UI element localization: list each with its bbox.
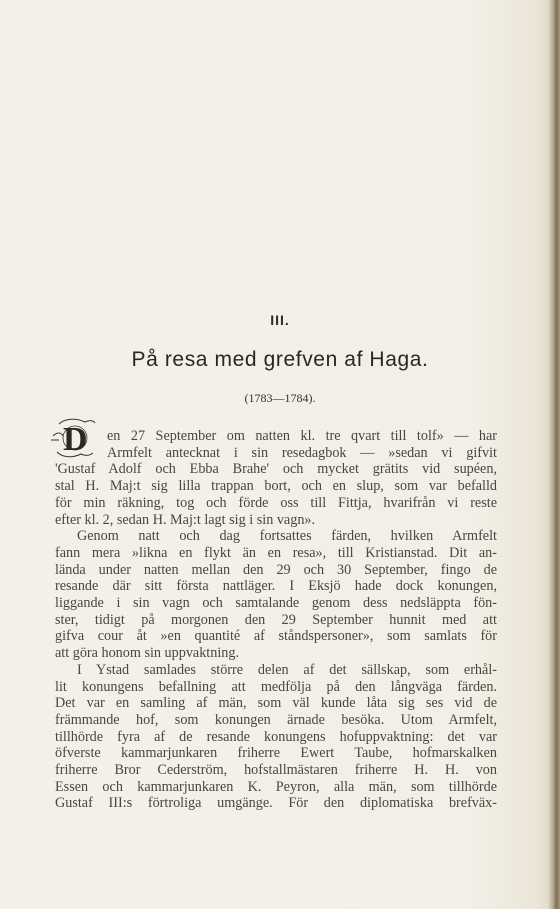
text-line: ster, tidigt på morgonen den 29 September hunnit med att [55,611,497,628]
chapter-years: (1783—1784). [244,391,316,405]
text-line: Armfelt antecknat i sin resedagbok — »sedan vi gifvit [107,444,497,461]
dropcap-letter: D [63,421,88,458]
text-line: att göra honom sin uppvaktning. [55,645,240,662]
page-edge [548,0,560,909]
text-line: gifva cour åt »en quantité af ståndspersoner», som samlats för [55,628,497,645]
text-line: resande där sitt första nattläger. I Eksjö hade dock konungen, [55,578,497,595]
opening-paragraph-start [55,421,497,461]
text-line: Det var en samling af män, som väl kunde låta sig ses vid de [55,695,497,712]
chapter-title: På resa med grefven af Haga. [131,348,429,371]
text-line: Gustaf III:s förtroliga umgänge. För den diplomatiska brefväx- [55,795,497,812]
text-line: lända under natten mellan den 29 och 30 September, fingo de [55,561,497,578]
chapter-number: III. [270,312,290,328]
text-line: tillhörde fyra af de resande konungens hofuppvaktning: det var [55,728,497,745]
text-line: främmande hof, som konungen ärnade besöka. Utom Armfelt, [55,711,497,728]
text-line: öfverste kammarjunkaren friherre Ewert Taube, hofmarskalken [55,745,497,762]
text-line: Genom natt och dag fortsattes färden, hvilken Armfelt [77,528,497,545]
text-line: I Ystad samlades större delen af det sällskap, som erhål- [77,661,497,678]
text-line: friherre Bror Cederström, hofstallmästaren friherre H. H. von [55,762,497,779]
text-line: efter kl. 2, sedan H. Maj:t lagt sig i sin vagn». [55,511,316,528]
text-line: Essen och kammarjunkaren K. Peyron, alla män, som tillhörde [55,778,497,795]
text-line: 'Gustaf Adolf och Ebba Brahe' och mycket grätits vid supéen, [55,461,497,478]
ornamental-initial [47,416,105,462]
text-line: för min räkning, tog och förde oss till Fittja, hvarifrån vi reste [55,494,497,511]
text-line: liggande i sin vagn och samtalande genom dess nedsläppta fön- [55,595,497,612]
text-line: fann mera »likna en flykt än en resa», till Kristianstad. Dit an- [55,544,497,561]
text-line: en 27 September om natten kl. tre qvart till tolf» — har [107,428,497,444]
body-text [55,421,497,812]
text-line: lit konungens befallning att medfölja på den långväga färden. [55,678,497,695]
text-line: stal H. Maj:t sig lilla trappan bort, och en slup, som var befalld [55,478,497,495]
